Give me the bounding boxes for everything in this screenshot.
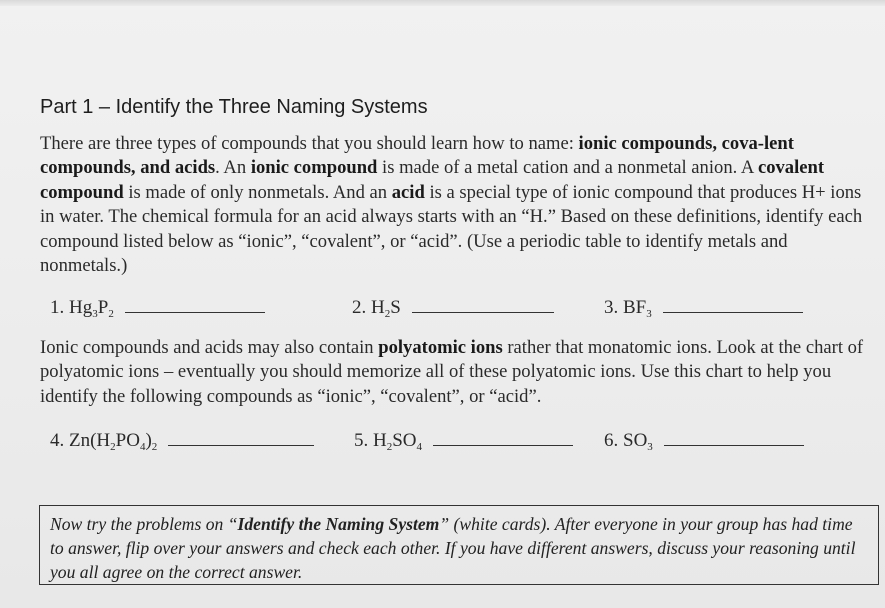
answer-blank-4[interactable] (168, 444, 314, 446)
question-number: 2. (352, 297, 367, 318)
intro-text: is a special type of ionic compound that produces H+ ions in water. The chemical formula for an acid always starts with an “H.” Based on these definitions, identify each compound listed below as “ionic”, “covalent”, or “acid”. (Use a periodic table to identify metals and nonmetals.) (40, 181, 863, 277)
instruction-part: Now try the problems on “ (50, 514, 238, 534)
intro-text: There are three types of compounds that you should learn how to name: (40, 133, 579, 154)
question-number: 5. (354, 430, 369, 451)
question-number: 3. (604, 297, 619, 318)
formula (623, 430, 653, 451)
formula-part: S (390, 297, 401, 318)
instruction-bold: Identify the Naming System (237, 514, 440, 534)
subscript: 3 (92, 308, 98, 320)
polyatomic-text: rather that monatomic ions. Look at the chart of polyatomic ions – eventually you should memorize all of these polyatomic ions. Use this chart to help you identify the following compounds as “ionic”, “covalent”, or “acid”. (40, 337, 864, 407)
formula (69, 297, 114, 318)
section-heading: Part 1 – Identify the Three Naming Systems (40, 96, 428, 118)
question-number: 1. (50, 297, 65, 318)
instruction-text (50, 512, 870, 584)
formula-part: H (371, 297, 385, 318)
subscript: 2 (110, 441, 116, 453)
subscript: 2 (151, 441, 158, 453)
formula-part: BF (623, 297, 647, 318)
instruction-box (39, 505, 879, 585)
subscript: 2 (386, 441, 393, 453)
formula-part: P (97, 297, 109, 318)
intro-paragraph (40, 132, 870, 278)
answer-blank-3[interactable] (663, 311, 803, 313)
subscript: 2 (108, 308, 114, 320)
formula-part: Zn(H (69, 430, 111, 451)
formula-part: H (373, 430, 387, 451)
intro-text: is made of a metal cation and a nonmetal anion. A (377, 157, 758, 179)
subscript: 4 (139, 441, 146, 453)
question-number: 4. (50, 430, 65, 451)
question-number: 6. (604, 430, 619, 451)
question-1 (50, 297, 265, 319)
polyatomic-paragraph (40, 336, 885, 409)
intro-text: . An (215, 157, 251, 179)
subscript: 4 (416, 441, 423, 453)
question-3 (604, 297, 803, 319)
instruction-part: ” (white cards). After everyone in your group has had time to answer, flip over your answers and check each other. If you have different answers, discuss your reasoning until you all agree on the correct answer. (50, 514, 856, 582)
intro-text: is made of only nonmetals. And an (123, 181, 392, 203)
formula (371, 297, 401, 318)
answer-blank-5[interactable] (433, 444, 573, 446)
polyatomic-bold: polyatomic ions (378, 337, 503, 358)
subscript: 2 (384, 308, 391, 320)
question-5 (354, 430, 573, 452)
question-2 (352, 297, 554, 319)
question-6 (604, 430, 804, 452)
intro-bold-types: ionic compounds, cova-lent compounds, and acids (40, 133, 794, 179)
answer-blank-2[interactable] (412, 311, 554, 313)
answer-blank-1[interactable] (125, 311, 265, 313)
formula-part: PO (115, 430, 140, 451)
subscript: 3 (646, 308, 652, 320)
answer-blank-6[interactable] (664, 444, 804, 446)
formula (623, 297, 652, 318)
formula-part: Hg (69, 297, 93, 318)
formula (373, 430, 422, 451)
formula-part: SO (392, 430, 417, 451)
polyatomic-text: Ionic compounds and acids may also contain (40, 337, 379, 358)
intro-bold-ionic: ionic compound (250, 157, 378, 179)
formula (69, 430, 157, 451)
formula-part: ) (145, 430, 152, 451)
top-edge (0, 0, 885, 6)
question-4 (50, 430, 314, 452)
subscript: 3 (647, 441, 653, 453)
formula-part: SO (623, 430, 648, 451)
intro-bold-covalent: covalent compound (40, 157, 825, 203)
intro-bold-acid: acid (391, 181, 425, 203)
